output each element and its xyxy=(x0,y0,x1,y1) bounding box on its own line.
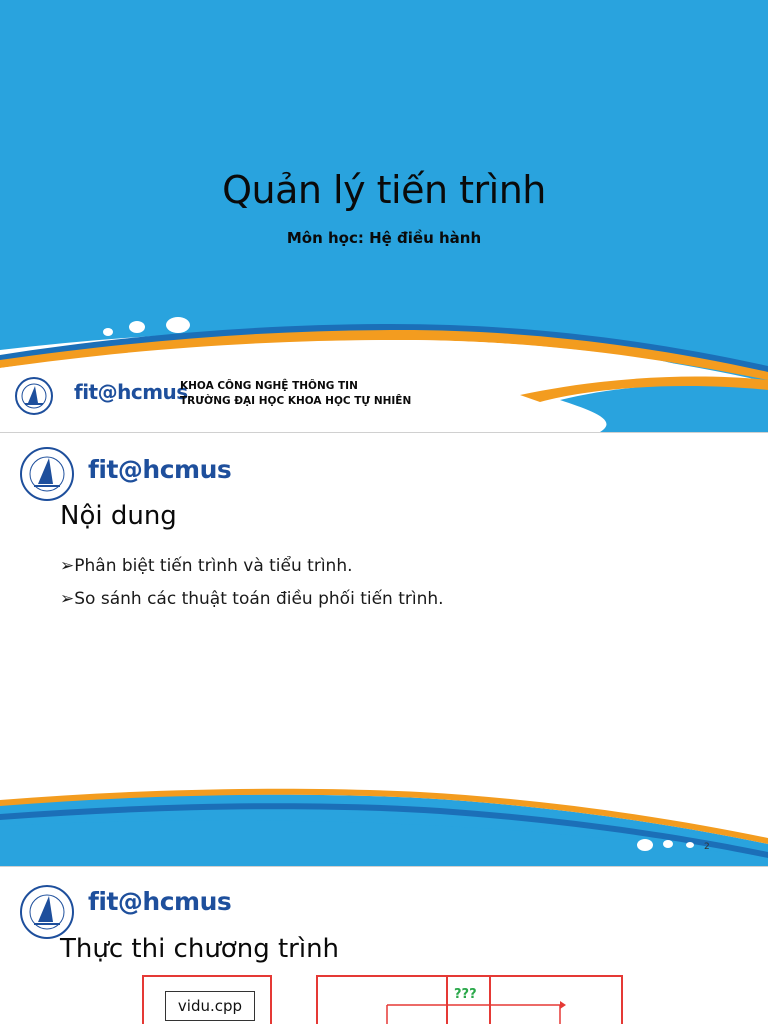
bullet-list xyxy=(60,550,444,616)
brand-name: fit@hcmus xyxy=(88,887,232,916)
faculty-name: KHOA CÔNG NGHỆ THÔNG TIN xyxy=(180,380,358,392)
university-seal-logo xyxy=(18,445,76,503)
title-slide-background xyxy=(0,0,768,432)
bullet-item: ➢Phân biệt tiến trình và tiểu trình. xyxy=(60,556,353,576)
slide-subtitle: Môn học: Hệ điều hành xyxy=(286,229,482,247)
slide-heading: Thực thi chương trình xyxy=(60,934,340,964)
slide-title: Quản lý tiến trình xyxy=(222,168,546,212)
institution-info xyxy=(180,379,411,409)
wave-footer xyxy=(0,786,768,866)
slide-heading: Nội dung xyxy=(60,501,177,531)
brand-name: fit@hcmus xyxy=(88,455,232,484)
execution-diagram xyxy=(0,867,768,1024)
page-number: 2 xyxy=(704,842,710,852)
file-label-box: vidu.cpp xyxy=(165,991,255,1021)
question-marks: ??? xyxy=(454,987,477,1002)
content-slide xyxy=(0,867,768,1024)
bullet-item: ➢So sánh các thuật toán điều phối tiến trình. xyxy=(60,589,444,609)
brand-name: fit@hcmus xyxy=(74,380,188,404)
title-slide xyxy=(0,0,768,432)
university-name: TRƯỜNG ĐẠI HỌC KHOA HỌC TỰ NHIÊN xyxy=(180,395,412,407)
university-seal-logo xyxy=(14,376,54,416)
content-slide xyxy=(0,433,768,866)
